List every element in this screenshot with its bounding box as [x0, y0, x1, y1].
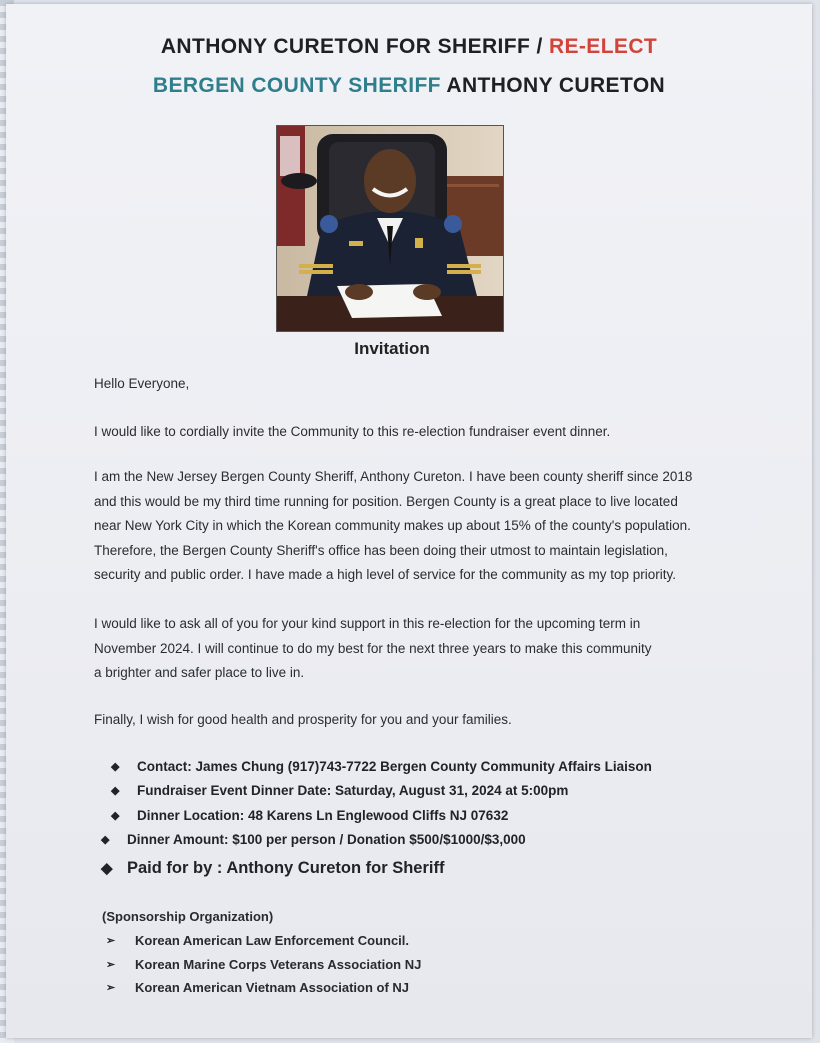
paid-for-by	[101, 852, 731, 884]
arrow-bullet-icon: ➢	[106, 935, 116, 948]
paragraph-invite: I would like to cordially invite the Community to this re-election fundraiser event dinner.	[94, 424, 611, 439]
sponsorship-heading: (Sponsorship Organization)	[102, 909, 274, 924]
detail-contact	[111, 754, 731, 779]
diamond-bullet-icon: ◆	[111, 785, 120, 798]
arrow-bullet-icon: ➢	[106, 982, 116, 995]
detail-date	[111, 779, 731, 804]
paid-for-text: Paid for by : Anthony Cureton for Sheriff	[127, 858, 445, 877]
sponsor-item	[106, 976, 421, 1000]
title-name: ANTHONY CURETON	[446, 74, 666, 97]
text-line: I would like to ask all of you for your kind support in this re-election for the upcoming term in	[94, 616, 641, 631]
diamond-bullet-icon: ◆	[111, 760, 120, 773]
title-re-elect: RE-ELECT	[548, 35, 658, 58]
text-line: security and public order. I have made a high level of service for the community as my top priority.	[94, 567, 677, 582]
sponsor-name: Korean American Vietnam Association of NJ	[135, 980, 410, 996]
title-line-1	[6, 35, 812, 59]
sponsor-name: Korean Marine Corps Veterans Association NJ	[135, 956, 422, 972]
text-line: I am the New Jersey Bergen County Sheriff, Anthony Cureton. I have been county sheriff since 2018	[94, 469, 693, 484]
text-line: November 2024. I will continue to do my best for the next three years to make this community	[94, 640, 652, 656]
detail-text: Dinner Location: 48 Karens Ln Englewood Cliffs NJ 07632	[137, 807, 509, 823]
diamond-bullet-icon: ◆	[101, 834, 110, 847]
sponsor-name: Korean American Law Enforcement Council.	[135, 933, 410, 949]
flyer-page	[6, 4, 812, 1038]
greeting: Hello Everyone,	[94, 376, 190, 391]
sheriff-portrait-photo	[276, 125, 504, 332]
detail-amount	[101, 828, 731, 853]
event-details-list	[101, 754, 731, 884]
detail-text: Dinner Amount: $100 per person / Donation $500/$1000/$3,000	[127, 832, 526, 848]
invitation-heading: Invitation	[354, 339, 430, 358]
text-line: a brighter and safer place to live in.	[94, 665, 305, 680]
arrow-bullet-icon: ➢	[106, 958, 116, 971]
detail-text: Fundraiser Event Dinner Date: Saturday, August 31, 2024 at 5:00pm	[137, 783, 569, 799]
diamond-bullet-icon: ◆	[101, 860, 113, 877]
sponsor-item	[106, 929, 421, 953]
text-line: and this would be my third time running for position. Bergen County is a great place to live located	[94, 493, 678, 509]
diamond-bullet-icon: ◆	[111, 809, 120, 822]
title-office: BERGEN COUNTY SHERIFF	[152, 74, 447, 97]
title-line-2	[6, 74, 812, 98]
title-campaign: ANTHONY CURETON FOR SHERIFF /	[160, 35, 549, 58]
paragraph-closing: Finally, I wish for good health and prosperity for you and your families.	[94, 712, 512, 727]
detail-text: Contact: James Chung (917)743-7722 Bergen County Community Affairs Liaison	[137, 758, 652, 774]
detail-location	[111, 803, 731, 828]
text-line: Therefore, the Bergen County Sheriff's office has been doing their utmost to maintain legislation,	[94, 542, 668, 558]
sponsor-item	[106, 953, 421, 977]
paragraph-introduction	[94, 465, 754, 588]
paragraph-support	[94, 612, 754, 686]
sponsorship-list	[106, 929, 421, 1000]
text-line: near New York City in which the Korean community makes up about 15% of the county's population.	[94, 518, 691, 533]
